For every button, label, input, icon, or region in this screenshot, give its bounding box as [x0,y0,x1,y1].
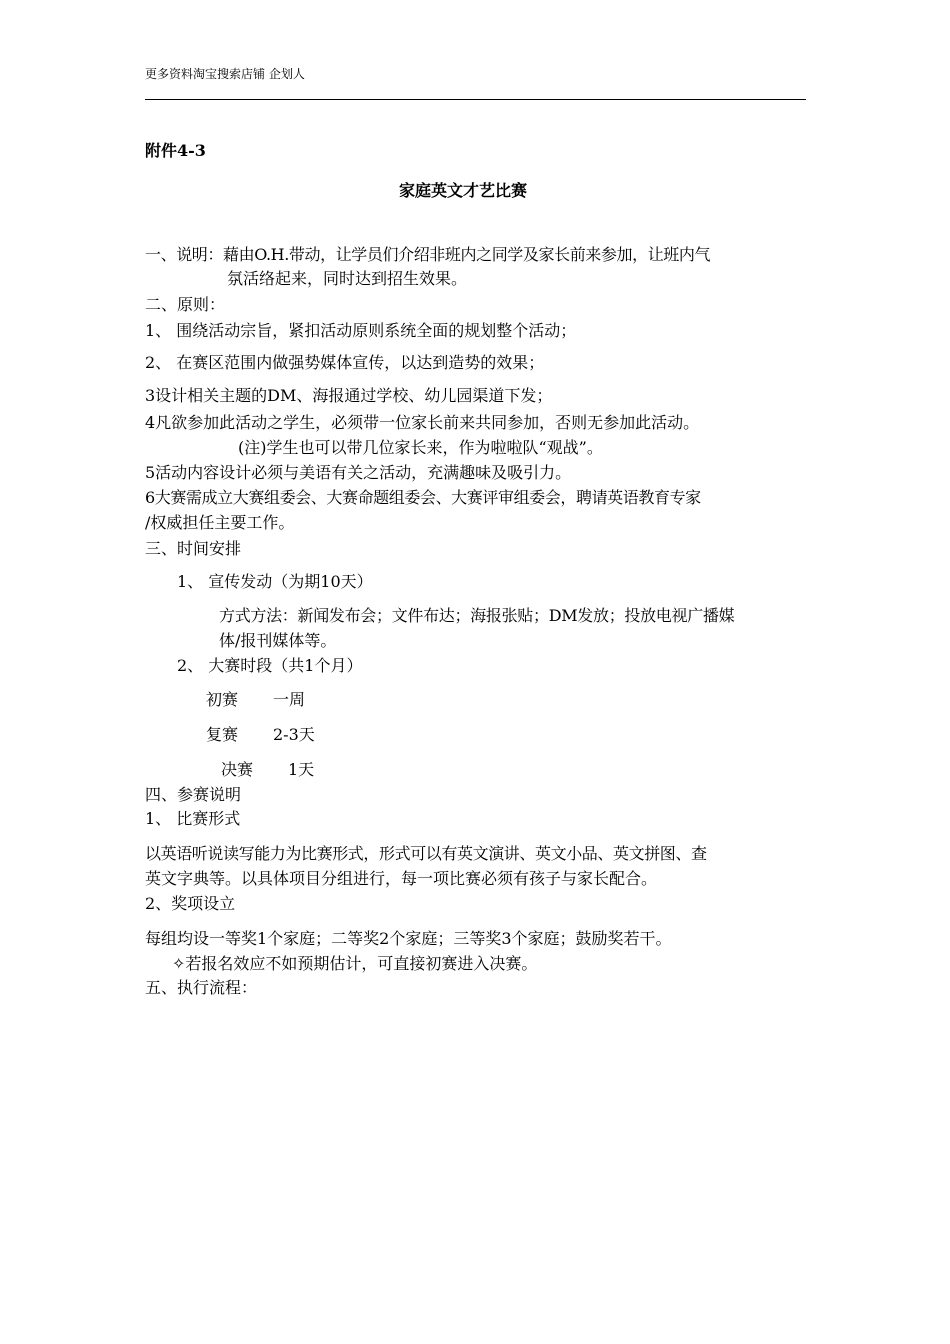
sec4-sub2-line1: 每组均设一等奖1个家庭；二等奖2个家庭；三等奖3个家庭；鼓励奖若干。 [145,929,672,948]
sec2-item1: 1、 围绕活动宗旨，紧扣活动原则系统全面的规划整个活动； [145,321,577,340]
round-name: 复赛 [206,725,239,744]
round-time: 一周 [273,690,306,709]
note-text: 若报名效应不如预期估计，可直接初赛进入决赛。 [185,954,538,973]
sec4-sub2: 2、奖项设立 [145,894,236,913]
round-time: 2-3天 [273,725,315,744]
sec4-sub1: 1、 比赛形式 [145,809,241,828]
sec2-heading: 二、原则： [145,295,226,314]
sec4-sub1-line2: 英文字典等。以具体项目分组进行，每一项比赛必须有孩子与家长配合。 [145,869,658,888]
sec2-item5: 5活动内容设计必须与美语有关之活动，充满趣味及吸引力。 [145,463,572,482]
round-name: 决赛 [221,760,254,779]
sec5-heading: 五、执行流程： [145,978,258,997]
diamond-star-icon: ✧ [172,954,186,973]
sec2-item2: 2、 在赛区范围内做强势媒体宣传，以达到造势的效果； [145,353,545,372]
attachment-label: 附件4-3 [145,141,206,160]
sec3-phase1: 1、 宣传发动（为期10天） [177,572,373,591]
sec2-item3: 3设计相关主题的DM、海报通过学校、幼儿园渠道下发； [145,386,553,405]
sec3-phase1-desc-line1: 方式方法：新闻发布会；文件布达；海报张贴；DM发放；投放电视广播媒 [219,606,735,625]
header-rule [145,99,806,100]
sec1-line2: 氛活络起来，同时达到招生效果。 [227,269,468,288]
document-title: 家庭英文才艺比赛 [399,181,528,200]
sec2-item4-note: (注)学生也可以带几位家长来，作为啦啦队“观战”。 [238,438,603,457]
sec3-phase1-desc-line2: 体/报刊媒体等。 [219,631,337,650]
sec1-line1: 一、说明：藉由O.H.带动，让学员们介绍非班内之同学及家长前来参加，让班内气 [145,245,711,264]
sec3-heading: 三、时间安排 [145,539,242,558]
sec2-item6-line1: 6大赛需成立大赛组委会、大赛命题组委会、大赛评审组委会，聘请英语教育专家 [145,488,701,507]
note-line [172,953,537,975]
page-header: 更多资料淘宝搜索店铺 企划人 [145,67,305,81]
sec3-phase2: 2、 大赛时段（共1个月） [177,656,363,675]
round-time: 1天 [288,760,315,779]
sec4-heading: 四、参赛说明 [145,785,242,804]
sec2-item6-line2: /权威担任主要工作。 [145,513,295,532]
sec4-sub1-line1: 以英语听说读写能力为比赛形式，形式可以有英文演讲、英文小品、英文拼图、查 [145,844,707,863]
sec2-item4: 4凡欲参加此活动之学生，必须带一位家长前来共同参加，否则无参加此活动。 [145,413,700,432]
round-name: 初赛 [206,690,239,709]
